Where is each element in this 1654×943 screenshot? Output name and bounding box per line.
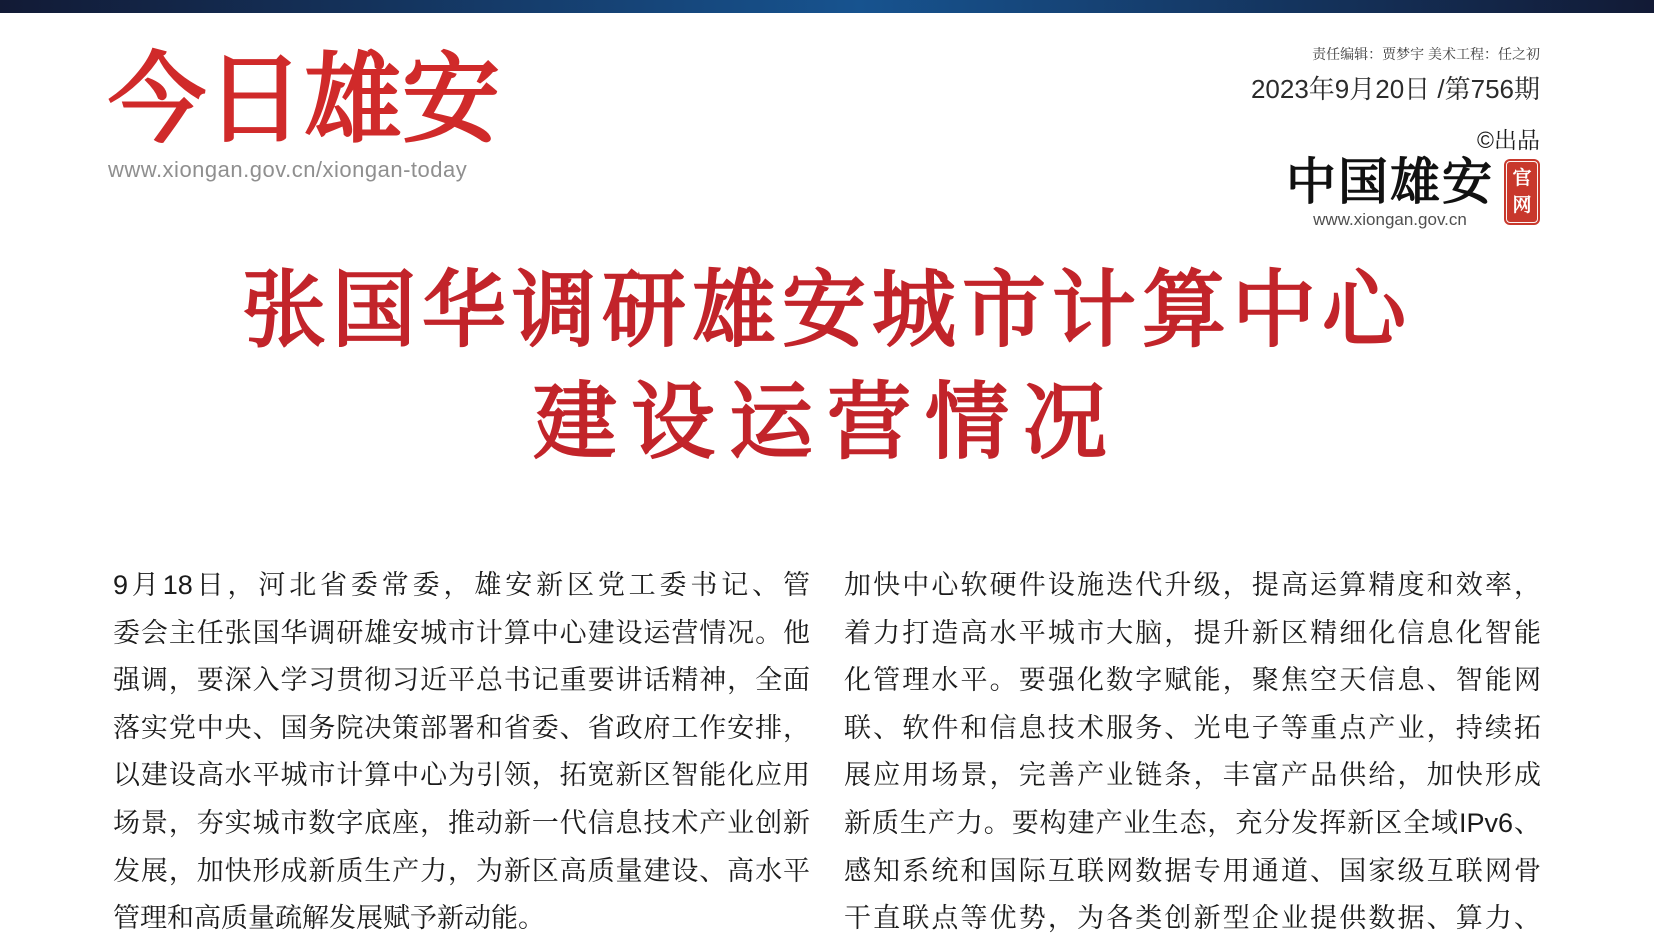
produced-by-label: ©出品 — [1477, 127, 1540, 153]
article-line: 场景，夯实城市数字底座，推动新一代信息技术产业创新 — [113, 807, 810, 838]
publisher-logo-text: 中国雄安 — [1286, 154, 1494, 210]
article-headline — [0, 256, 1654, 480]
seal-char-top: 官 — [1512, 167, 1532, 189]
publisher-block — [1251, 44, 1540, 230]
article-line: 强调，要深入学习贯彻习近平总书记重要讲话精神，全面 — [113, 665, 810, 696]
publisher-logo-col — [1286, 155, 1494, 230]
article-line: 联、软件和信息技术服务、光电子等重点产业，持续拓 — [844, 712, 1541, 743]
article-line: 感知系统和国际互联网数据专用通道、国家级互联网骨 — [844, 855, 1541, 886]
article-line: 加快中心软硬件设施迭代升级，提高运算精度和效率， — [844, 570, 1541, 600]
publisher-logo-row — [1251, 155, 1540, 230]
issue-date: 2023年9月20日 /第756期 — [1250, 74, 1540, 104]
top-gradient-bar — [0, 0, 1654, 13]
article-line: 新质生产力。要构建产业生态，充分发挥新区全域IPv6、 — [844, 807, 1541, 838]
article-line: 展应用场景，完善产业链条，丰富产品供给，加快形成 — [844, 760, 1541, 791]
article-line: 发展，加快形成新质生产力，为新区高质量建设、高水平 — [113, 855, 810, 886]
article-line: 9月18日，河北省委常委，雄安新区党工委书记、管 — [113, 570, 810, 600]
article-line: 落实党中央、国务院决策部署和省委、省政府工作安排， — [113, 712, 810, 743]
masthead-brand — [108, 38, 500, 183]
article-line: 化管理水平。要强化数字赋能，聚焦空天信息、智能网 — [844, 665, 1541, 696]
seal-char-bottom: 网 — [1512, 194, 1532, 216]
article-line: 委会主任张国华调研雄安城市计算中心建设运营情况。他 — [113, 617, 810, 648]
article-line: 以建设高水平城市计算中心为引领，拓宽新区智能化应用 — [113, 760, 810, 791]
article-line: 管理和高质量疏解发展赋予新动能。 — [113, 903, 545, 934]
article-column-left — [113, 562, 810, 943]
editor-credits: 责任编辑：贾梦宇 美术工程：任之初 — [1312, 46, 1540, 62]
masthead-logo-text: 今日雄安 — [108, 47, 501, 155]
article-body — [113, 562, 1541, 943]
article-line: 着力打造高水平城市大脑，提升新区精细化信息化智能 — [844, 617, 1541, 648]
headline-line-1: 张国华调研雄安城市计算中心 — [241, 265, 1412, 358]
article-line: 干直联点等优势，为各类创新型企业提供数据、算力、 — [844, 903, 1541, 934]
masthead-url: www.xiongan.gov.cn/xiongan-today — [108, 157, 468, 183]
headline-line-2: 建设运营情况 — [532, 377, 1121, 470]
publisher-url: www.xiongan.gov.cn — [1313, 210, 1467, 229]
official-site-seal-icon — [1504, 159, 1540, 225]
article-column-right — [844, 562, 1541, 943]
